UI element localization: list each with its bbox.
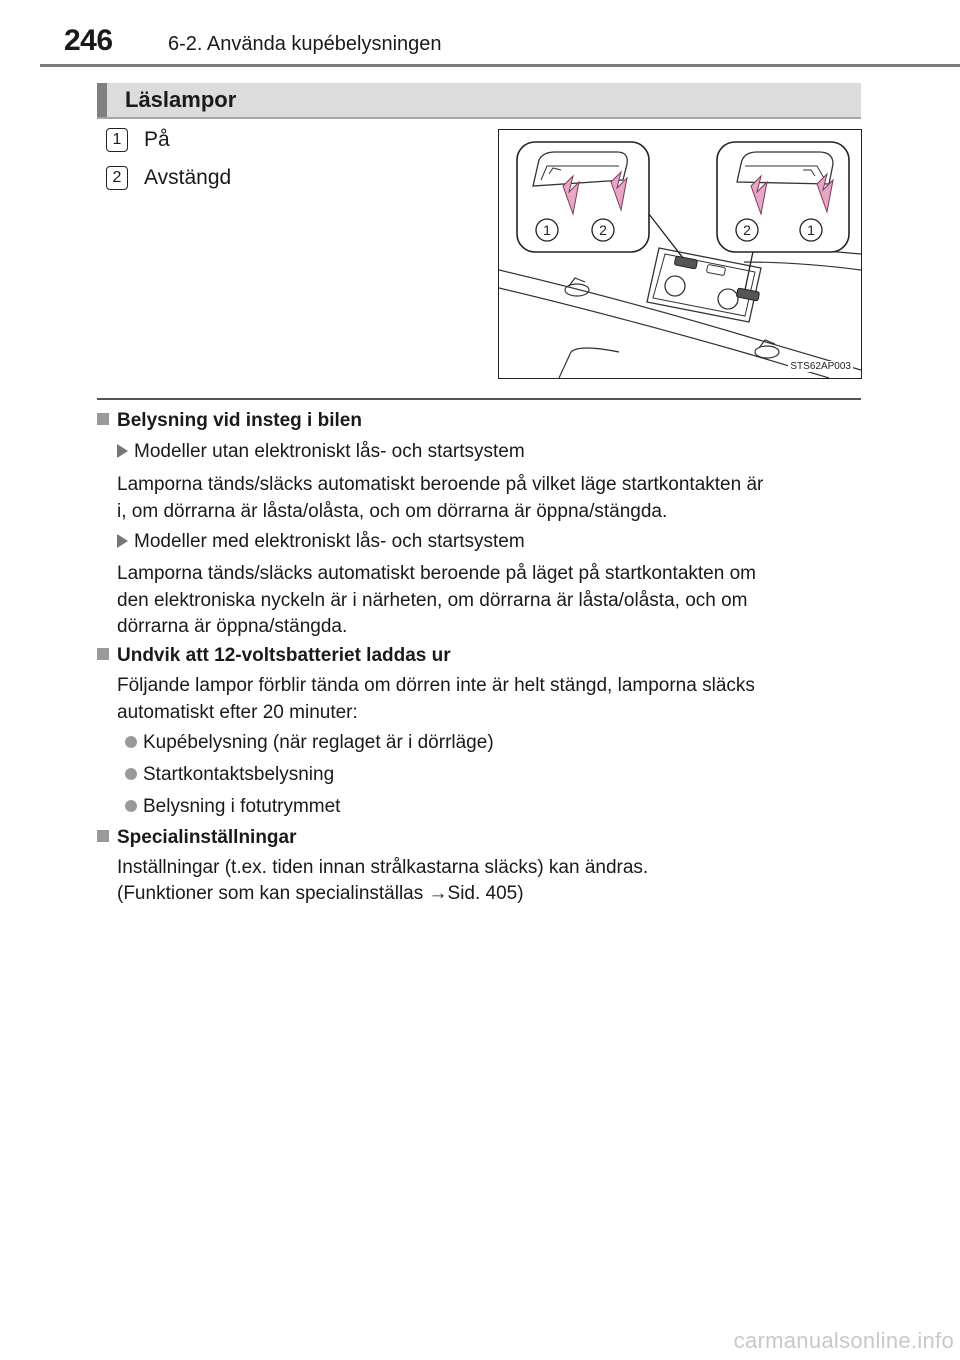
variant-with-smart-key: Modeller med elektroniskt lås- och startsystem [117,531,525,553]
callout-label: 1 [807,222,815,238]
triangle-bullet-icon [117,444,128,458]
paragraph-line: den elektroniska nyckeln är i närheten, om dörrarna är låsta/olåsta, och om [117,590,748,611]
heading-bar-title: Läslampor [125,87,237,112]
heading-bar [97,83,861,119]
list-item: Startkontaktsbelysning [125,764,334,786]
heading-battery: Undvik att 12-voltsbatteriet laddas ur [97,645,451,667]
paragraph-line: dörrarna är öppna/stängda. [117,616,348,637]
paragraph-line: Lamporna tänds/släcks automatiskt beroende på läget på startkontakten om [117,563,756,584]
heading-boarding-light: Belysning vid insteg i bilen [97,410,362,432]
square-bullet-icon [97,648,109,660]
callout-label: 1 [543,222,551,238]
paragraph-line: automatiskt efter 20 minuter: [117,702,358,723]
heading-customization: Specialinställningar [97,827,297,849]
section-divider [97,398,861,400]
figure-code: STS62AP003 [790,361,851,372]
reading-lamp-illustration [498,129,862,379]
watermark: carmanualsonline.info [733,1328,954,1353]
section-title: 6-2. Använda kupébelysningen [168,33,442,55]
number-badge: 2 [106,166,128,190]
dot-bullet-icon [125,800,137,812]
heading-bar-underline [97,117,861,119]
callout-label: 2 [743,222,751,238]
paragraph-line: Följande lampor förblir tända om dörren inte är helt stängd, lamporna släcks [117,675,755,696]
triangle-bullet-icon [117,534,128,548]
paragraph-line: Lamporna tänds/släcks automatiskt beroende på vilket läge startkontakten är [117,474,764,495]
variant-without-smart-key: Modeller utan elektroniskt lås- och startsystem [117,441,525,463]
illustration-drawing [499,130,861,378]
item-label: På [144,128,170,151]
dot-bullet-icon [125,768,137,780]
list-item: Belysning i fotutrymmet [125,796,340,818]
number-badge: 1 [106,128,128,152]
square-bullet-icon [97,830,109,842]
list-item: Kupébelysning (när reglaget är i dörrläge) [125,732,494,754]
paragraph-line: Inställningar (t.ex. tiden innan strålkastarna släcks) kan ändras. [117,857,649,878]
page-header [64,24,864,64]
item-label: Avstängd [144,166,232,189]
callout-label: 2 [599,222,607,238]
page-reference-link[interactable]: (Funktioner som kan specialinställas →Sid. 405) [117,883,524,904]
paragraph-line: i, om dörrarna är låsta/olåsta, och om dörrarna är öppna/stängda. [117,501,668,522]
header-rule [40,64,960,67]
page-number: 246 [64,24,113,57]
square-bullet-icon [97,413,109,425]
dot-bullet-icon [125,736,137,748]
